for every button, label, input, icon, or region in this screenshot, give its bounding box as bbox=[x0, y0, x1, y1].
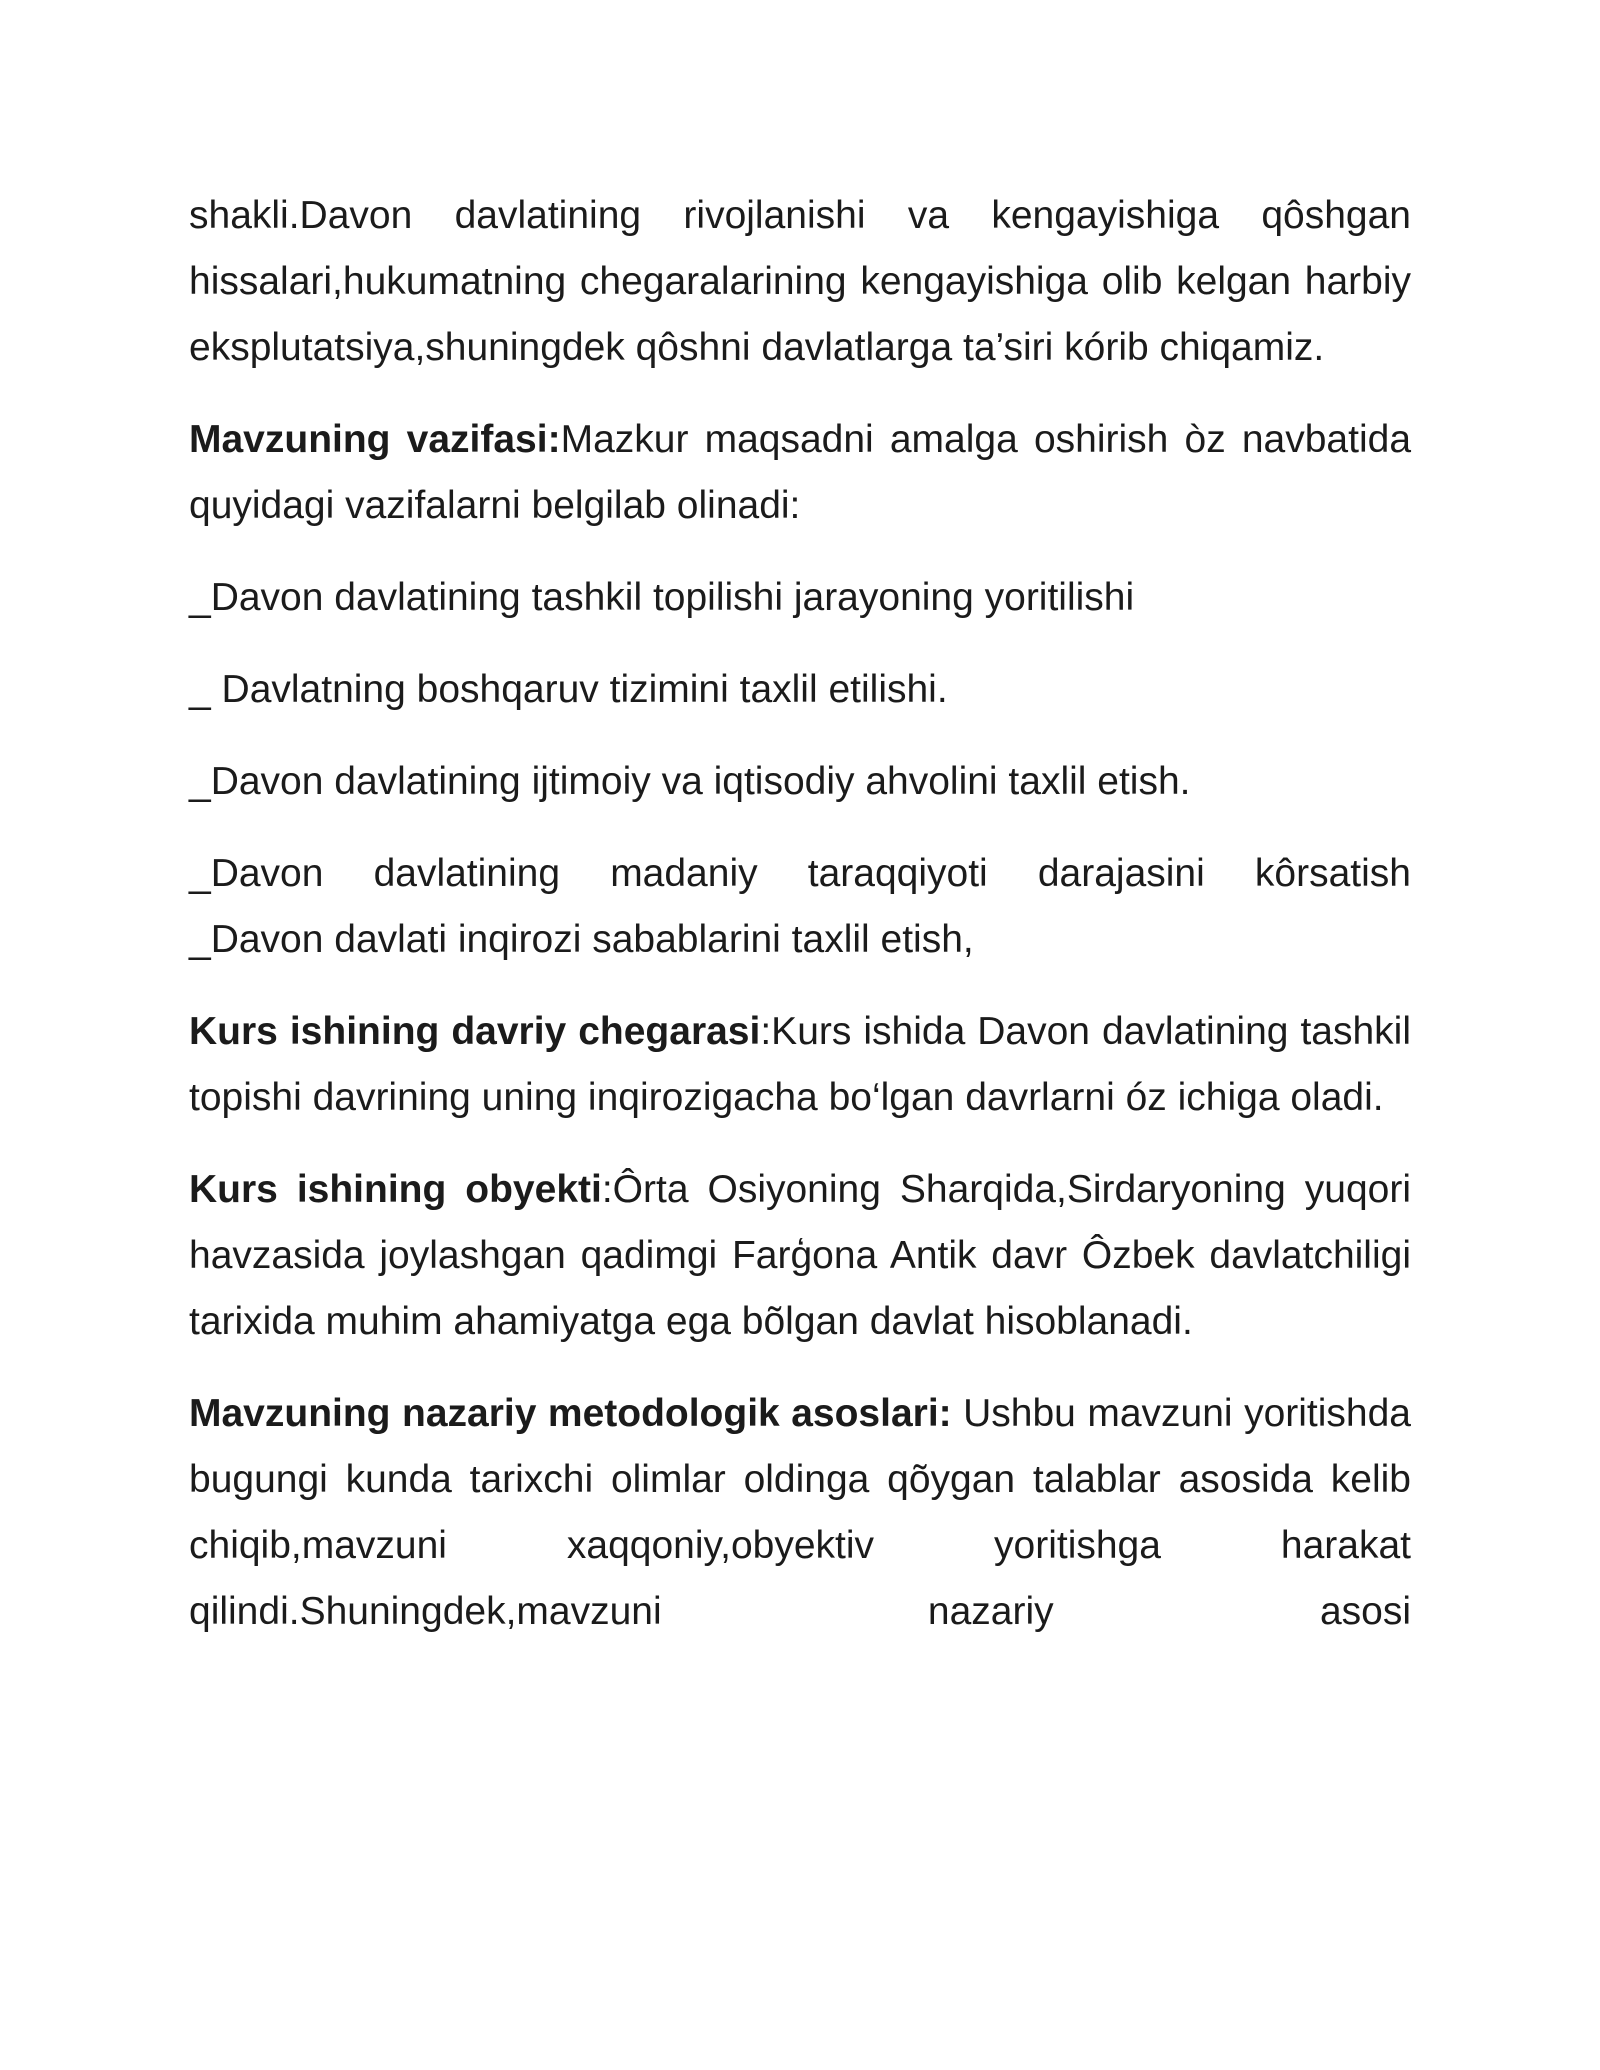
task-item-3: _Davon davlatining ijtimoiy va iqtisodiy ahvolini taxlil etish. bbox=[189, 760, 1191, 803]
methodology-text: Ushbu mavzuni yoritishda bugungi kunda tarixchi olimlar oldinga qõygan talablar asosida kelib chiqib,mavzuni xaqqoniy,obyektiv yoritishga harakat qilindi.Shuningdek,mavzuni nazariy asosi bbox=[189, 1392, 1411, 1633]
task-item-2: _ Davlatning boshqaruv tizimini taxlil etilishi. bbox=[189, 668, 948, 711]
object-heading: Kurs ishining obyekti bbox=[189, 1168, 602, 1211]
intro-paragraph: shakli.Davon davlatining rivojlanishi va kengayishiga qôshgan hissalari,hukumatning chegaralarining kengayishiga olib kelgan harbiy eksplutatsiya,shuningdek qôshni davlatlarga ta’siri kórib chiqamiz. bbox=[189, 194, 1411, 369]
document-body bbox=[189, 183, 1411, 1671]
period-heading: Kurs ishining davriy chegarasi bbox=[189, 1010, 761, 1053]
tasks-heading: Mavzuning vazifasi: bbox=[189, 418, 561, 461]
task-item-4-group bbox=[189, 841, 1411, 973]
task-item-4: _Davon davlatining madaniy taraqqiyoti darajasini kôrsatish bbox=[189, 852, 1411, 895]
period-paragraph bbox=[189, 999, 1411, 1131]
methodology-paragraph bbox=[189, 1381, 1411, 1645]
object-paragraph bbox=[189, 1157, 1411, 1355]
object-text: :Ôrta Osiyoning Sharqida,Sirdaryoning yuqori havzasida joylashgan qadimgi Farģona Antik davr Ôzbek davlatchiligi tarixida muhim ahamiyatga ega bõlgan davlat hisoblanadi. bbox=[189, 1168, 1411, 1343]
task-item-5: _Davon davlati inqirozi sabablarini taxlil etish, bbox=[189, 918, 974, 961]
tasks-paragraph bbox=[189, 407, 1411, 539]
tasks-text: Mazkur maqsadni amalga oshirish òz navbatida quyidagi vazifalarni belgilab olinadi: bbox=[189, 418, 1412, 527]
methodology-heading: Mavzuning nazariy metodologik asoslari: bbox=[189, 1392, 952, 1435]
period-text: :Kurs ishida Davon davlatining tashkil topishi davrining uning inqirozigacha bo‘lgan davrlarni óz ichiga oladi. bbox=[189, 1010, 1411, 1119]
task-item-1: _Davon davlatining tashkil topilishi jarayoning yoritilishi bbox=[189, 576, 1135, 619]
